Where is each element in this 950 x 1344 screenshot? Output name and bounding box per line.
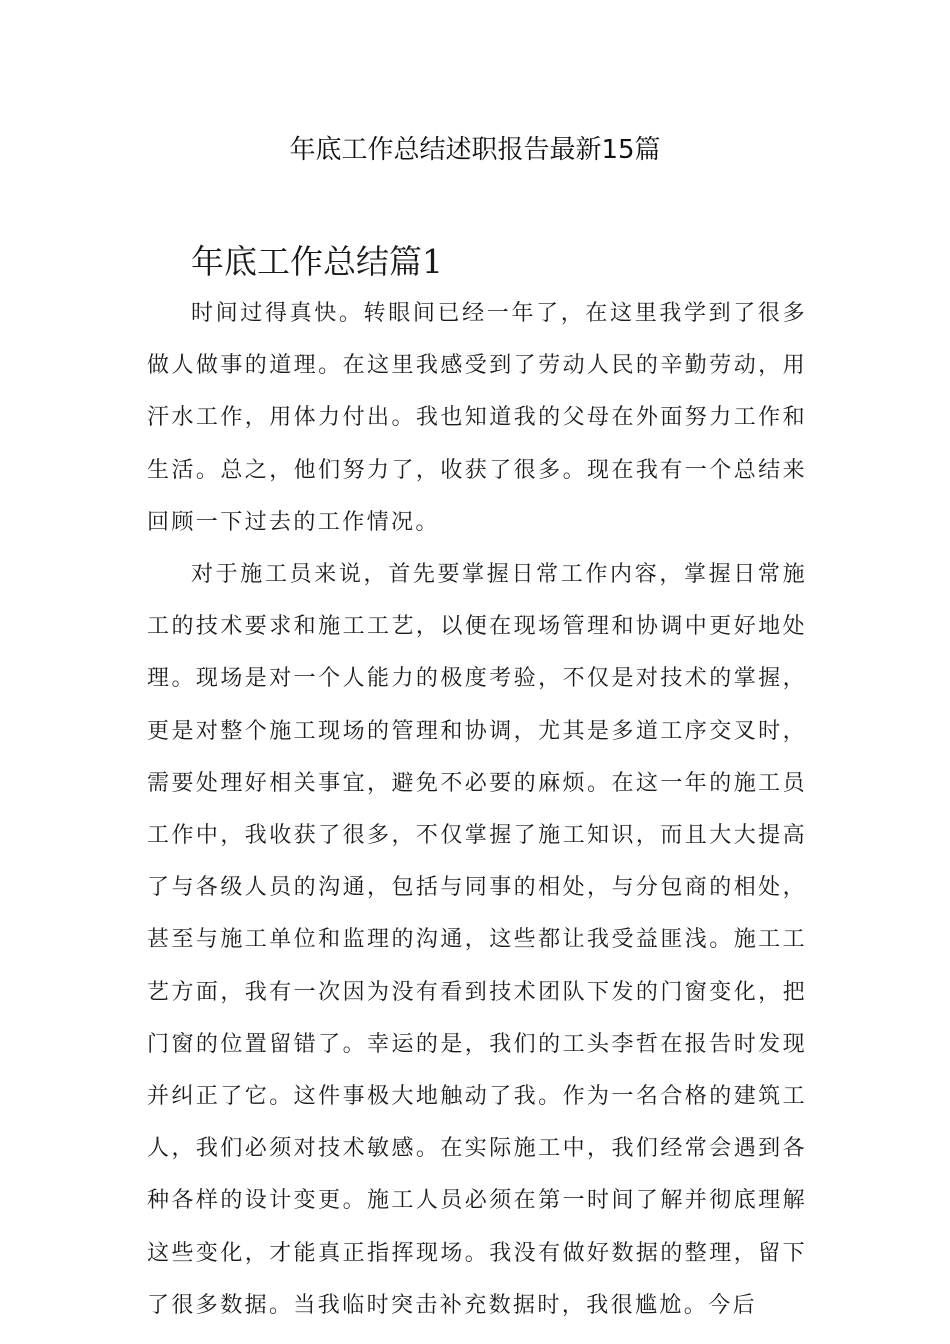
section-heading: 年底工作总结篇1: [191, 242, 443, 281]
paragraph-1: 时间过得真快。转眼间已经一年了，在这里我学到了很多做人做事的道理。在这里我感受到了劳动人民的辛勤劳动，用汗水工作，用体力付出。我也知道我的父母在外面努力工作和生活。总之，他们努力了，收获了很多。现在我有一个总结来回顾一下过去的工作情况。: [147, 301, 807, 535]
paragraph-2: 对于施工员来说，首先要掌握日常工作内容，掌握日常施工的技术要求和施工工艺，以便在现场管理和协调中更好地处理。现场是对一个人能力的极度考验，不仅是对技术的掌握，更是对整个施工现场的管理和协调，尤其是多道工序交叉时，需要处理好相关事宜，避免不必要的麻烦。在这一年的施工员工作中，我收获了很多，不仅掌握了施工知识，而且大大提高了与各级人员的沟通，包括与同事的相处，与分包商的相处，甚至与施工单位和监理的沟通，这些都让我受益匪浅。施工工艺方面，我有一次因为没有看到技术团队下发的门窗变化，把门窗的位置留错了。幸运的是，我们的工头李哲在报告时发现并纠正了它。这件事极大地触动了我。作为一名合格的建筑工人，我们必须对技术敏感。在实际施工中，我们经常会遇到各种各样的设计变更。施工人员必须在第一时间了解并彻底理解这些变化，才能真正指挥现场。我没有做好数据的整理，留下了很多数据。当我临时突击补充数据时，我很尴尬。今后: [147, 562, 807, 1318]
document-body: [147, 236, 807, 1332]
document-title: 年底工作总结述职报告最新15篇: [289, 135, 661, 165]
